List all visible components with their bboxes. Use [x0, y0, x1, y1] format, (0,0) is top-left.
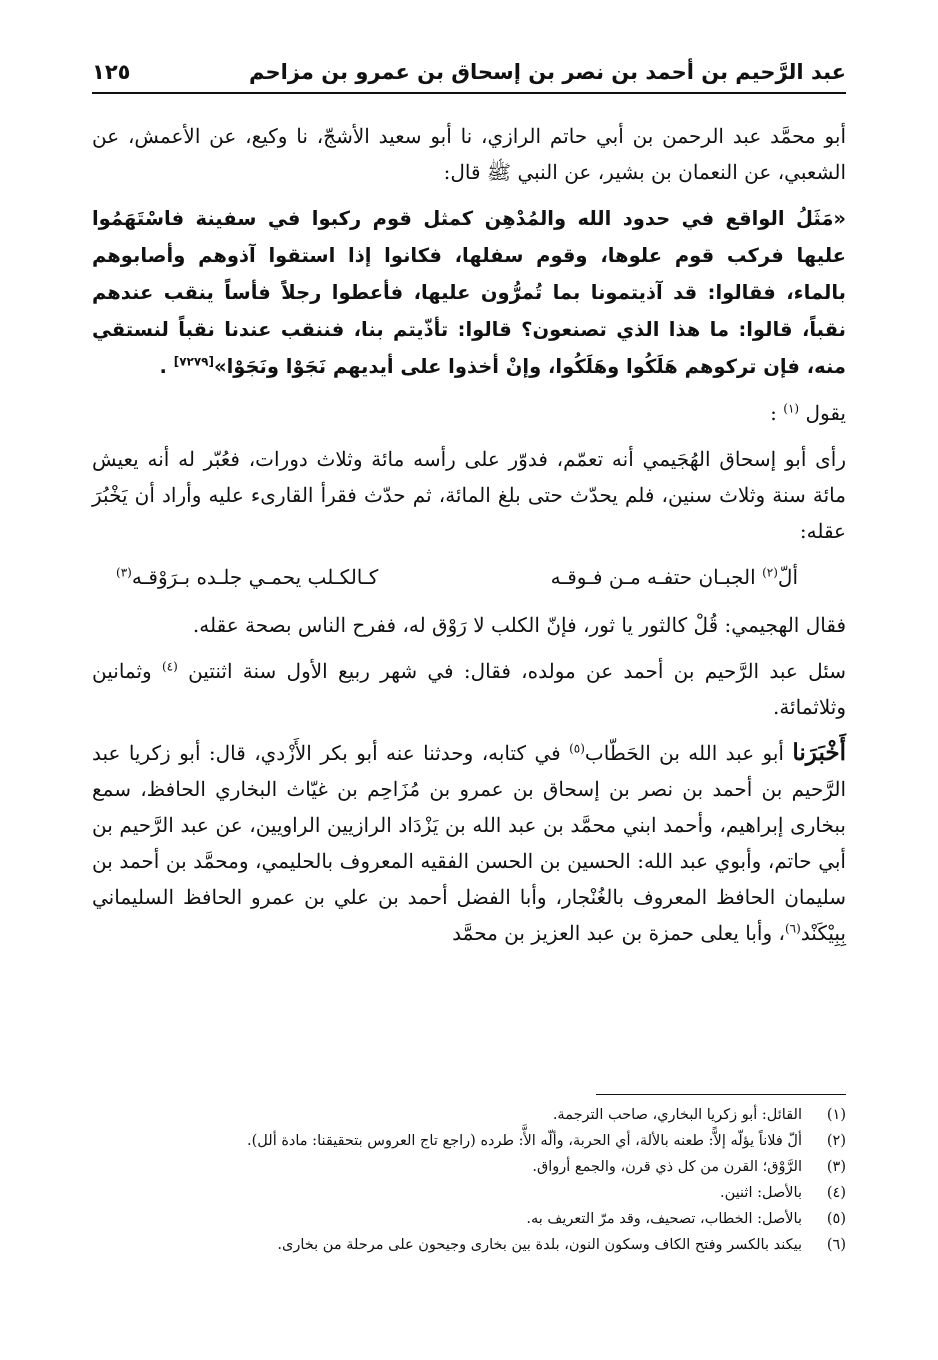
footnote-text: بالأصل: اثنين.: [720, 1185, 802, 1201]
birth-text: سئل عبد الرَّحيم بن أحمد عن مولده، فقال: في شهر ربيع الأول سنة اثنتين: [188, 659, 847, 683]
birth-text-end: وثمانين وثلاثمائة.: [92, 659, 846, 719]
footnote: [92, 1128, 846, 1154]
verse-word-all: ألّ: [777, 565, 798, 589]
footnote-text: بيكند بالكسر وفتح الكاف وسكون النون، بلدة بين بخارى وجيحون على مرحلة من بخارى.: [277, 1237, 802, 1253]
footnote: [92, 1180, 846, 1206]
dream-paragraph: رأى أبو إسحاق الهُجَيمي أنه تعمّم، فدوّر على رأسه مائة وثلاث دورات، فعُبّر له أنه يعيش مائة سنة وثلاث سنين، فلم يحدّث حتى بلغ المائة، ثم حدّث فقرأ القارىء عليه وأراد أن يَخْبُرَ عقله:: [92, 447, 846, 543]
footnote-text: القائل: أبو زكريا البخاري، صاحب الترجمة.: [552, 1107, 802, 1123]
footnote-ref-6: (٦): [784, 921, 801, 936]
hadith-paragraph: «مَثَلُ الواقع في حدود الله والمُدْهِن كمثل قوم ركبوا في سفينة فاسْتَهَمُوا عليها فركب قوم علوها، وقوم سفلها، فكانوا إذا استقوا آذوهم وأصابوهم بالماء، فقالوا: قد آذيتمونا بما تُمرُّون عليها، فأعطوا رجلاً فأساً ينقب عندهم نقباً، قالوا: ما هذا الذي تصنعون؟ قالوا: تأذّيتم بنا، فننقب عندنا نقباً لنستقي منه، فإن تركوهم هَلَكُوا وهَلَكُوا، وإنْ أخذوا على أيديهم نَجَوْا ونَجَوْا»[٧٢٧٩] .: [92, 207, 846, 378]
footnote-number: (٤): [826, 1185, 846, 1201]
main-text: [92, 118, 846, 961]
footnotes: [92, 1102, 846, 1258]
poem-verse: [92, 559, 846, 595]
footnote-number: (٢): [826, 1133, 846, 1149]
hadith-reference: [٧٢٧٩]: [173, 354, 214, 369]
footnote-text: بالأصل: الخطاب، تصحيف، وقد مرّ التعريف به.: [526, 1211, 802, 1227]
verse-second-text: كـالكـلب يحمـي جلـده بـرَوْقـه: [131, 565, 379, 589]
running-header: [92, 52, 846, 94]
footnote-ref-5: (٥): [569, 741, 585, 756]
footnote-number: (٦): [826, 1237, 846, 1253]
hadith-text: «مَثَلُ الواقع في حدود الله والمُدْهِن كمثل قوم ركبوا في سفينة فاسْتَهَمُوا عليها فركب قوم علوها، وقوم سفلها، فكانوا إذا استقوا آذوهم وأصابوهم بالماء، فقالوا: قد آذيتمونا بما تُمرُّون عليها، فأعطوا رجلاً فأساً ينقب عندهم نقباً، قالوا: ما هذا الذي تصنعون؟ قالوا: تأذّيتم بنا، فننقب عندنا نقباً لنستقي منه، فإن تركوهم هَلَكُوا وهَلَكُوا، وإنْ أخذوا على أيديهم نَجَوْا ونَجَوْا»: [92, 207, 846, 378]
footnote: [92, 1154, 846, 1180]
footnote-separator: [596, 1094, 846, 1095]
footnote-ref-1: (١): [783, 401, 800, 416]
footnote-text: ألّ فلاناً يؤلّه إلاًّ: طعنه بالألة، أي الحربة، وألّه الأَّ: طرده (راجع تاج العروس بتحقيقنا: مادة ألل).: [247, 1133, 802, 1149]
page-number: ١٢٥: [92, 60, 131, 84]
akhbarana-lead: أَخْبَرَنا: [792, 739, 846, 766]
footnote-number: (٣): [826, 1159, 846, 1175]
akhbarana-text-c: ، وأبا يعلى حمزة بن عبد العزيز بن محمَّد: [452, 921, 785, 945]
yaqul-line: [92, 395, 846, 431]
footnote-ref-3: (٣): [116, 565, 132, 580]
isnad-paragraph: أبو محمَّد عبد الرحمن بن أبي حاتم الرازي، نا أبو سعيد الأشجّ، نا وكيع، عن الأعمش، عن الشعبي، عن النعمان بن بشير، عن النبي ﷺ قال:: [92, 124, 846, 184]
footnote-text: الرَّوْق؛ القرن من كل ذي قرن، والجمع أرواق.: [532, 1159, 802, 1175]
yaqul-colon: :: [770, 401, 777, 425]
yaqul-word: يقول: [805, 401, 846, 425]
footnote-number: (١): [826, 1107, 846, 1123]
birth-paragraph: [92, 653, 846, 725]
verse-first-hemistich: [551, 559, 798, 595]
footnote-ref-2: (٢): [762, 565, 778, 580]
akhbarana-text-b: في كتابه، وحدثنا عنه أبو بكر الأَزْدي، قال: أبو زكريا عبد الرَّحيم بن أحمد بن نصر بن إسحاق بن عمرو بن مُزَاحِم بن غيّاث البخاري الحافظ، سمع ببخارى إبراهيم، وأحمد ابني محمَّد بن عبد الله بن يَزْدَاد الرازيين الراويين، عن عبد الرَّحيم بن أبي حاتم، وأبوي عبد الله: الحسين بن الحسن الفقيه المعروف بالحليمي، ومحمَّد بن أحمد بن سليمان الحافظ المعروف بالغُنْجار، وأبا الفضل أحمد بن علي بن عمرو الحافظ السليماني بِبِيْكَنْد: [92, 741, 847, 945]
footnote: [92, 1232, 846, 1258]
akhbarana-text-a: أبو عبد الله بن الحَطّاب: [584, 741, 784, 765]
footnote-number: (٥): [826, 1211, 846, 1227]
footnote: [92, 1102, 846, 1128]
hujaymi-paragraph: فقال الهجيمي: قُلْ كالثور يا ثور، فإنّ الكلب لا رَوْق له، ففرح الناس بصحة عقله.: [192, 613, 846, 637]
verse-second-hemistich: [116, 559, 378, 595]
verse-first-rest: الجبـان حتفـه مـن فـوقـه: [550, 565, 756, 589]
footnote-ref-4: (٤): [161, 659, 178, 674]
footnote: [92, 1206, 846, 1232]
running-title: عبد الرَّحيم بن أحمد بن نصر بن إسحاق بن عمرو بن مزاحم: [249, 60, 846, 84]
akhbarana-paragraph: [92, 735, 846, 951]
